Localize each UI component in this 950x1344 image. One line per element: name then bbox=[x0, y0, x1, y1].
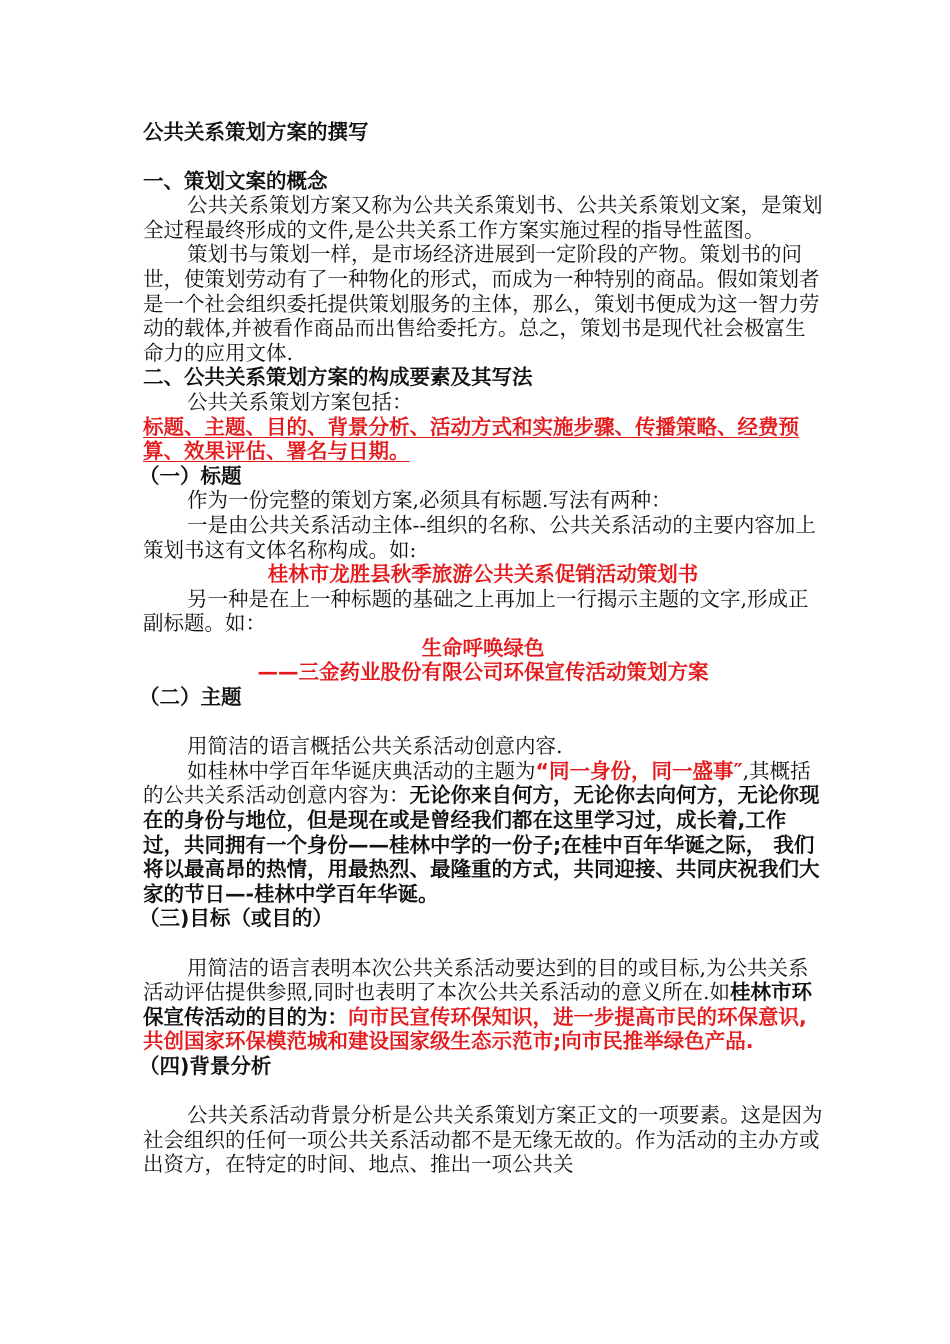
example-subtitle: ——三金药业股份有限公司环保宣传活动策划方案 bbox=[257, 660, 709, 685]
example-main-title: 生命呼唤绿色 bbox=[421, 635, 545, 660]
theme-description: 无论你来自何方，无论你去向何方，无论你现在的身份与地位，但是现在或是曾经我们都在这里学习过，成长着,工作过，共同拥有一个身份——桂林中学的一份子;在桂中百年华诞之际， 我们将以最高昂的热情，用最热烈、最隆重的方式，共同迎接、共同庆祝我们大家的节日—-桂林中学百年华诞。 bbox=[143, 783, 820, 906]
paragraph: 公共关系活动背景分析是公共关系策划方案正文的一项要素。这是因为社会组织的任何一项公共关系活动都不是无缘无故的。作为活动的主办方或出资方，在特定的时间、地点、推出一项公共关 bbox=[143, 1103, 823, 1177]
document-title: 公共关系策划方案的撰写 bbox=[143, 120, 369, 144]
example-title: 桂林市龙胜县秋季旅游公共关系促销活动策划书 bbox=[267, 562, 699, 587]
paragraph: 用简洁的语言概括公共关系活动创意内容. bbox=[187, 734, 563, 759]
subsection-heading-goal: （三)目标（或目的） bbox=[139, 906, 333, 931]
section-heading-concept: 一、策划文案的概念 bbox=[143, 168, 328, 193]
paragraph: 另一种是在上一种标题的基础之上再加上一行揭示主题的文字,形成正副标题。如： bbox=[143, 586, 809, 636]
theme-quote: “同一身份，同一盛事″ bbox=[535, 758, 743, 783]
goal-highlight: 向市民宣传环保知识，进一步提高市民的环保意识,共创国家环保模范城和建设国家级生态示范市;向市民推举绿色产品. bbox=[143, 1004, 807, 1054]
text-run: ,其概括的公共关系活动创意内容为： bbox=[143, 758, 811, 808]
paragraph: 策划书与策划一样，是市场经济进展到一定阶段的产物。策划书的问世，使策划劳动有了一种物化的形式，而成为一种特别的商品。假如策划者是一个社会组织委托提供策划服务的主体，那么，策划书便成为这一智力劳动的载体,并被看作商品而出售给委托方。总之，策划书是现代社会极富生命力的应用文体. bbox=[143, 242, 820, 365]
subsection-heading-theme: （二）主题 bbox=[139, 685, 242, 710]
text-run: 如桂林中学百年华诞庆典活动的主题为 bbox=[187, 758, 536, 783]
text-run: 用简洁的语言表明本次公共关系活动要达到的目的或目标,为公共关系活动评估提供参照,同时也表明了本次公共关系活动的意义所在.如 bbox=[143, 955, 809, 1005]
subsection-heading-title: （一）标题 bbox=[139, 463, 242, 488]
paragraph: 一是由公共关系活动主体--组织的名称、公共关系活动的主要内容加上策划书这有文体名称构成。如: bbox=[143, 512, 816, 562]
document-page bbox=[139, 120, 823, 1177]
goal-lead: 桂林市环保宣传活动的目的为： bbox=[143, 980, 813, 1029]
subsection-heading-background: （四)背景分析 bbox=[139, 1053, 272, 1078]
paragraph: 作为一份完整的策划方案,必须具有标题.写法有两种： bbox=[187, 488, 672, 513]
section-heading-elements: 二、公共关系策划方案的构成要素及其写法 bbox=[143, 365, 533, 390]
paragraph bbox=[143, 956, 823, 1054]
paragraph bbox=[143, 759, 823, 907]
paragraph: 公共关系策划方案又称为公共关系策划书、公共关系策划文案，是策划全过程最终形成的文件,是公共关系工作方案实施过程的指导性蓝图。 bbox=[143, 193, 823, 242]
elements-list-highlight: 标题、主题、目的、背景分析、活动方式和实施步骤、传播策略、经费预算、效果评估、署名与日期。 bbox=[143, 414, 799, 464]
paragraph: 公共关系策划方案包括： bbox=[187, 389, 413, 414]
